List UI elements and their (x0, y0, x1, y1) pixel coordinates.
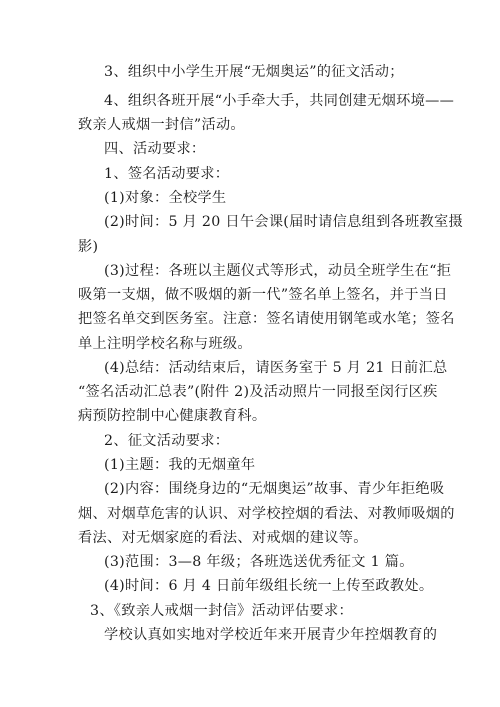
text-line-10: 吸第一支烟，做不吸烟的新一代”签名单上签名，并于当日 (78, 287, 448, 303)
text-line-11: 把签名单交到医务室。注意：签名请使用钢笔或水笔；签名 (78, 311, 455, 327)
text-line-20: 看法、对无烟家庭的看法、对戒烟的建议等。 (78, 530, 368, 546)
text-line-7: (2)时间：5 月 20 日午会课(届时请信息组到各班教室摄 (104, 214, 463, 230)
text-line-3: 致亲人戒烟一封信”活动。 (78, 117, 245, 133)
subheading-letter-evaluation: 3、《致亲人戒烟一封信》活动评估要求： (90, 603, 354, 619)
text-line-8: 影) (78, 239, 99, 255)
text-line-15: 病预防控制中心健康教育科。 (78, 408, 267, 424)
subheading-signature-activity: 1、签名活动要求： (104, 166, 230, 182)
text-line-2: 4、组织各班开展“小手牵大手，共同创建无烟环境—— (104, 93, 455, 109)
text-line-24: 学校认真如实地对学校近年来开展青少年控烟教育的 (104, 627, 438, 643)
text-line-17: (1)主题：我的无烟童年 (104, 457, 256, 473)
text-line-6: (1)对象：全校学生 (104, 190, 227, 206)
text-line-9: (3)过程：各班以主题仪式等形式，动员全班学生在“拒 (104, 263, 452, 279)
section-heading-requirements: 四、活动要求： (104, 141, 206, 157)
text-line-21: (3)范围：3—8 年级；各班选送优秀征文 1 篇。 (104, 554, 414, 570)
text-line-22: (4)时间：6 月 4 日前年级组长统一上传至政教处。 (104, 578, 434, 594)
text-line-1: 3、组织中小学生开展“无烟奥运”的征文活动； (104, 64, 404, 80)
text-line-14: “签名活动汇总表”(附件 2)及活动照片一同报至闵行区疾 (78, 384, 438, 400)
text-line-19: 烟、对烟草危害的认识、对学校控烟的看法、对教师吸烟的 (78, 506, 455, 522)
text-line-13: (4)总结：活动结束后，请医务室于 5 月 21 日前汇总 (104, 360, 448, 376)
text-line-18: (2)内容：围绕身边的“无烟奥运”故事、青少年拒绝吸 (104, 481, 445, 497)
text-line-12: 单上注明学校名称与班级。 (78, 336, 252, 352)
subheading-essay-activity: 2、征文活动要求： (104, 433, 230, 449)
